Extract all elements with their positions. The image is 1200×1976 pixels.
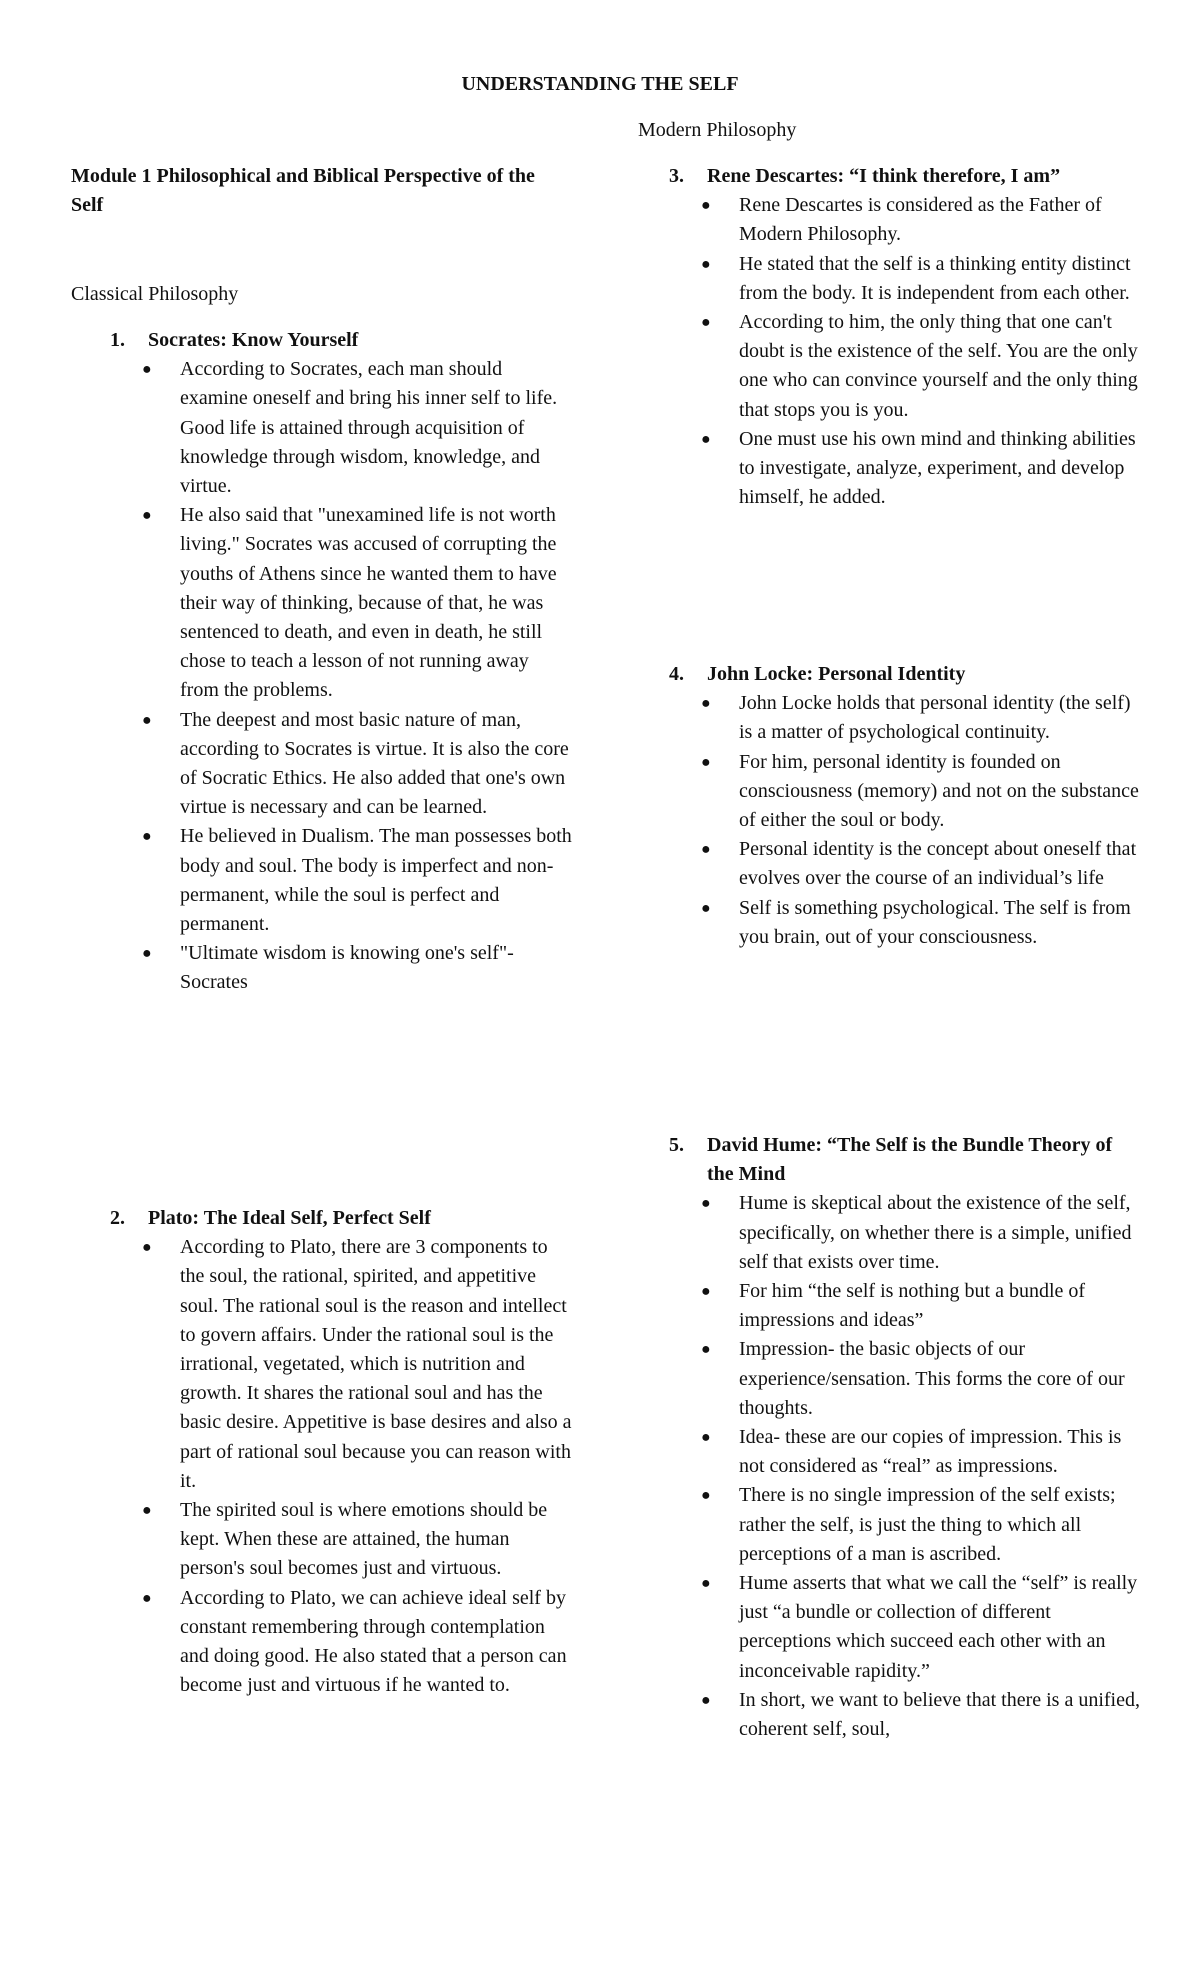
bullet-icon: ● (701, 1283, 711, 1301)
bullet-text: In short, we want to believe that there is a unified, coherent self, soul, (739, 1688, 1140, 1741)
bullet-text: He believed in Dualism. The man possesses both body and soul. The body is imperfect and non-permanent, while the soul is perfect and permanent. (180, 825, 572, 936)
section-number: 2. (110, 1207, 125, 1229)
list-item (669, 1423, 1141, 1481)
section-plato (110, 1204, 572, 1700)
bullet-text: The spirited soul is where emotions should be kept. When these are attained, the human person's soul becomes just and virtuous. (180, 1499, 548, 1580)
list-item (669, 1481, 1141, 1569)
section-heading (669, 1131, 1141, 1189)
bullet-text: According to him, the only thing that one can't doubt is the existence of the self. You are the only one who can convince yourself and the only thing that stops you is you. (739, 311, 1138, 421)
list-item (669, 308, 1141, 425)
list-item (669, 1277, 1141, 1335)
bullet-icon: ● (701, 1341, 711, 1359)
bullet-icon: ● (142, 1502, 152, 1520)
bullet-icon: ● (701, 197, 711, 215)
section-title: Plato: The Ideal Self, Perfect Self (148, 1207, 431, 1229)
bullet-icon: ● (701, 841, 711, 859)
section-title: Rene Descartes: “I think therefore, I am” (707, 165, 1061, 187)
section-socrates (110, 326, 572, 998)
section-heading (110, 1204, 572, 1233)
bullet-text: For him “the self is nothing but a bundle of impressions and ideas” (739, 1280, 1086, 1332)
bullet-text: Rene Descartes is considered as the Father of Modern Philosophy. (739, 194, 1102, 246)
list-item (110, 1233, 572, 1496)
bullet-icon: ● (701, 255, 711, 273)
section-number: 1. (110, 329, 125, 351)
list-item (110, 822, 572, 939)
bullet-icon: ● (142, 1589, 152, 1607)
section-locke (669, 660, 1141, 952)
list-item (669, 1686, 1141, 1744)
list-item (669, 1189, 1141, 1277)
bullet-icon: ● (701, 1195, 711, 1213)
list-item (669, 191, 1141, 249)
bullet-text: One must use his own mind and thinking abilities to investigate, analyze, experiment, and develop himself, he added. (739, 427, 1136, 509)
bullet-text: Hume is skeptical about the existence of the self, specifically, on whether there is a simple, unified self that exists over time. (739, 1192, 1132, 1273)
section-title: John Locke: Personal Identity (707, 663, 966, 685)
bullet-text: Impression- the basic objects of our experience/sensation. This forms the core of our thoughts. (739, 1338, 1125, 1419)
bullet-list (110, 1233, 572, 1700)
bullet-text: He also said that "unexamined life is not worth living." Socrates was accused of corrupting the youths of Athens since he wanted them to have their way of thinking, because of that, he was sentenced to death, and even in death, he still chose to teach a lesson of not running away from the problems. (180, 504, 557, 702)
list-item (110, 501, 572, 705)
bullet-list (669, 191, 1141, 512)
bullet-icon: ● (142, 828, 152, 846)
list-item (669, 748, 1141, 836)
list-item (669, 894, 1141, 952)
bullet-icon: ● (142, 945, 152, 963)
section-title: Socrates: Know Yourself (148, 329, 359, 351)
bullet-list (669, 689, 1141, 952)
list-item (110, 1584, 572, 1701)
section-heading (110, 326, 572, 355)
list-item (669, 250, 1141, 308)
modern-philosophy-heading: Modern Philosophy (638, 119, 797, 141)
list-item (110, 355, 572, 501)
bullet-text: He stated that the self is a thinking entity distinct from the body. It is independent from each other. (739, 252, 1131, 304)
bullet-text: There is no single impression of the self exists; rather the self, is just the thing to which all perceptions of a man is ascribed. (739, 1484, 1116, 1565)
section-number: 3. (669, 165, 684, 187)
bullet-list (669, 1189, 1141, 1744)
list-item (110, 1496, 572, 1584)
bullet-text: The deepest and most basic nature of man, according to Socrates is virtue. It is also the core of Socratic Ethics. He also added that one's own virtue is necessary and can be learned. (180, 708, 569, 819)
section-hume (669, 1131, 1141, 1744)
bullet-icon: ● (701, 1487, 711, 1505)
bullet-icon: ● (701, 899, 711, 917)
bullet-icon: ● (701, 430, 711, 448)
bullet-text: For him, personal identity is founded on consciousness (memory) and not on the substance of either the soul or body. (739, 750, 1139, 832)
bullet-text: According to Plato, there are 3 components to the soul, the rational, spirited, and appetitive soul. The rational soul is the reason and intellect to govern affairs. Under the rational soul is the irrational, vegetated, which is nutrition and growth. It shares the rational soul and has the basic desire. Appetitive is base desires and also a part of rational soul because you can reason with it. (180, 1236, 572, 1492)
bullet-icon: ● (701, 695, 711, 713)
list-item (669, 835, 1141, 893)
bullet-list (110, 355, 572, 997)
bullet-text: Hume asserts that what we call the “self” is really just “a bundle or collection of different perceptions which succeed each other with an inconceivable rapidity.” (739, 1572, 1138, 1682)
bullet-text: Idea- these are our copies of impression. This is not considered as “real” as impressions. (739, 1426, 1122, 1478)
bullet-icon: ● (701, 753, 711, 771)
list-item (669, 689, 1141, 747)
section-heading (669, 660, 1141, 689)
bullet-icon: ● (701, 1429, 711, 1447)
list-item (669, 1335, 1141, 1423)
module-heading: Module 1 Philosophical and Biblical Perspective of the Self (71, 165, 535, 217)
section-heading (669, 162, 1141, 191)
bullet-text: "Ultimate wisdom is knowing one's self"-Socrates (180, 942, 514, 994)
bullet-text: John Locke holds that personal identity (the self) is a matter of psychological continuity. (739, 692, 1131, 744)
bullet-icon: ● (142, 711, 152, 729)
list-item (669, 425, 1141, 513)
section-number: 5. (669, 1134, 684, 1156)
section-descartes (669, 162, 1141, 512)
bullet-text: Personal identity is the concept about oneself that evolves over the course of an individual’s life (739, 838, 1137, 890)
list-item (669, 1569, 1141, 1686)
bullet-icon: ● (142, 1239, 152, 1257)
section-title: David Hume: “The Self is the Bundle Theory of the Mind (707, 1134, 1113, 1186)
section-number: 4. (669, 663, 684, 685)
document-title: UNDERSTANDING THE SELF (461, 73, 739, 95)
list-item (110, 939, 572, 997)
bullet-text: According to Socrates, each man should examine oneself and bring his inner self to life. Good life is attained through acquisition of knowledge through wisdom, knowledge, and virtue. (180, 358, 558, 498)
list-item (110, 706, 572, 823)
bullet-icon: ● (701, 1575, 711, 1593)
bullet-text: Self is something psychological. The self is from you brain, out of your consciousness. (739, 896, 1131, 948)
classical-philosophy-heading: Classical Philosophy (71, 283, 239, 305)
bullet-icon: ● (701, 1691, 711, 1709)
bullet-icon: ● (701, 314, 711, 332)
bullet-icon: ● (142, 361, 152, 379)
bullet-text: According to Plato, we can achieve ideal self by constant remembering through contemplation and doing good. He also stated that a person can become just and virtuous if he wanted to. (180, 1586, 567, 1697)
bullet-icon: ● (142, 507, 152, 525)
